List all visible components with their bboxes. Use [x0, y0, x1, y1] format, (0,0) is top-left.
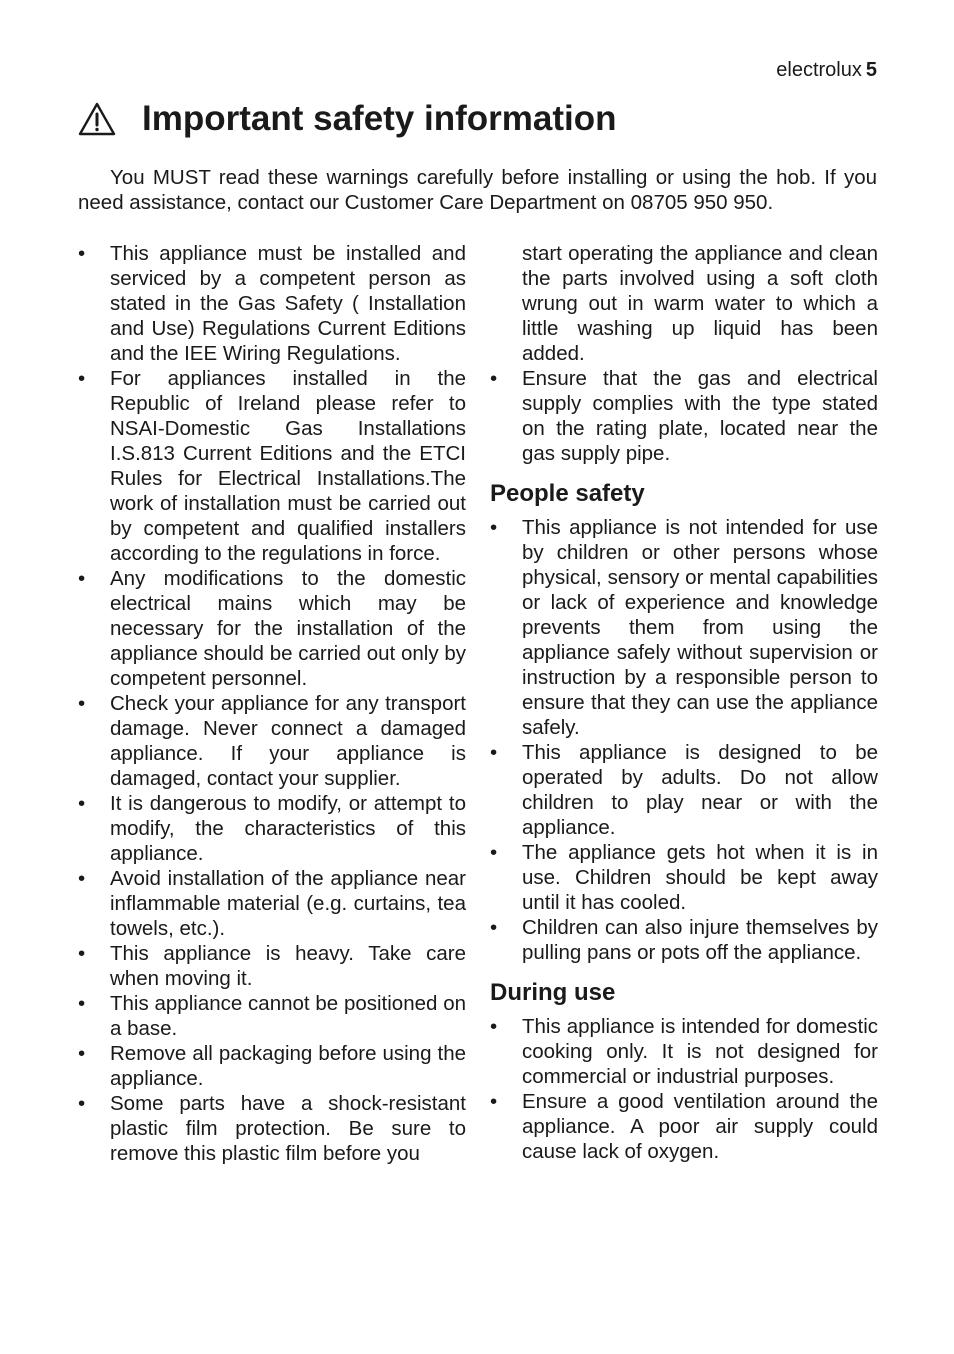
list-item-continuation: start operating the appliance and clean the parts involved using a soft cloth wrung out in warm water to which a little washing up liquid has been added. [522, 242, 878, 365]
installation-list [78, 241, 466, 1166]
list-item: • Some parts have a shock-resistant plastic film protection. Be sure to remove this plastic film before you [78, 1091, 466, 1166]
list-item: • Children can also injure themselves by pulling pans or pots off the appliance. [490, 915, 878, 965]
title-row [78, 98, 616, 140]
list-item: • Remove all packaging before using the appliance. [78, 1041, 466, 1091]
page-title: Important safety information [142, 99, 617, 138]
brand-name: electrolux [776, 59, 862, 81]
list-item: • Ensure a good ventilation around the appliance. A poor air supply could cause lack of oxygen. [490, 1089, 878, 1164]
people-safety-list [490, 515, 878, 965]
during-use-heading: During use [490, 979, 616, 1006]
list-item: • This appliance cannot be positioned on a base. [78, 991, 466, 1041]
left-column [78, 241, 466, 1166]
page-header [776, 58, 877, 82]
during-use-list [490, 1014, 878, 1164]
list-item: • For appliances installed in the Republic of Ireland please refer to NSAI-Domestic Gas Installations I.S.813 Current Editions and the ETCI Rules for Electrical Installations.The work of installation must be carried out by competent and qualified installers according to the regulations in force. [78, 366, 466, 566]
list-item: • It is dangerous to modify, or attempt to modify, the characteristics of this appliance. [78, 791, 466, 866]
page-number: 5 [865, 59, 877, 81]
list-item: • Any modifications to the domestic electrical mains which may be necessary for the installation of the appliance should be carried out only by competent personnel. [78, 566, 466, 691]
people-safety-heading: People safety [490, 480, 645, 507]
list-item: • Avoid installation of the appliance near inflammable material (e.g. curtains, tea towels, etc.). [78, 866, 466, 941]
installation-list-continued [490, 366, 878, 466]
list-item: • This appliance is heavy. Take care when moving it. [78, 941, 466, 991]
list-item: • This appliance is not intended for use by children or other persons whose physical, sensory or mental capabilities or lack of experience and knowledge prevents them from using the appliance safely without supervision or instruction by a responsible person to ensure that they can use the appliance safely. [490, 515, 878, 740]
list-item: • This appliance is intended for domestic cooking only. It is not designed for commercial or industrial purposes. [490, 1014, 878, 1089]
list-item: • The appliance gets hot when it is in use. Children should be kept away until it has cooled. [490, 840, 878, 915]
right-column [490, 241, 878, 1164]
list-item: • This appliance must be installed and serviced by a competent person as stated in the Gas Safety ( Installation and Use) Regulations Current Editions and the IEE Wiring Regulations. [78, 241, 466, 366]
warning-triangle-icon [78, 102, 116, 136]
list-item: • This appliance is designed to be operated by adults. Do not allow children to play near or with the appliance. [490, 740, 878, 840]
list-item: • Check your appliance for any transport damage. Never connect a damaged appliance. If your appliance is damaged, contact your supplier. [78, 691, 466, 791]
list-item: • Ensure that the gas and electrical supply complies with the type stated on the rating plate, located near the gas supply pipe. [490, 366, 878, 466]
intro-paragraph: You MUST read these warnings carefully before installing or using the hob. If you need assistance, contact our Customer Care Department on 08705 950 950. [78, 166, 877, 214]
